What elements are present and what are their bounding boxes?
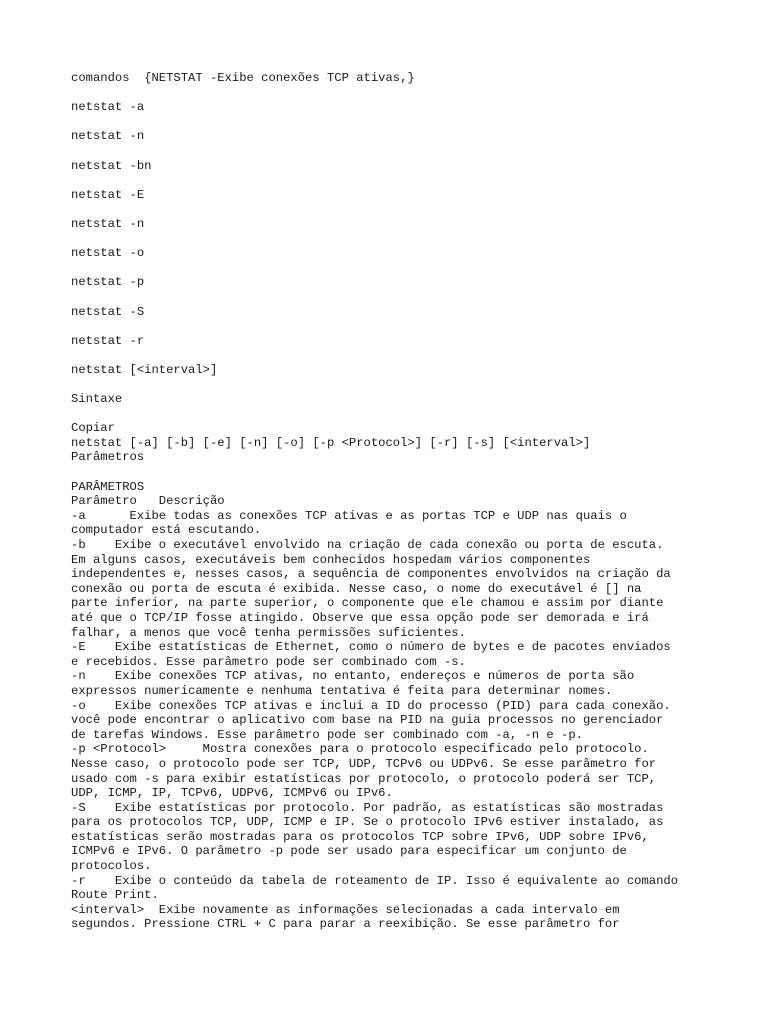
params-heading: PARÂMETROS — [71, 479, 145, 494]
param-line: você pode encontrar o aplicativo com base na PID na guia processos no gerenciador — [71, 713, 664, 728]
command-line: netstat -o — [71, 246, 145, 261]
param-line: para os protocolos TCP, UDP, ICMP e IP. Se o protocolo IPv6 estiver instalado, as — [71, 815, 664, 830]
document-heading: comandos {NETSTAT -Exibe conexões TCP ativas,} — [71, 71, 415, 85]
command-line: netstat -r — [71, 333, 145, 348]
command-line: netstat -n — [71, 129, 145, 144]
param-line: ICMPv6 e IPv6. O parâmetro -p pode ser usado para especificar um conjunto de — [71, 844, 627, 859]
param-line: independentes e, nesses casos, a sequência de componentes envolvidos na criação da — [71, 567, 671, 582]
param-line: Em alguns casos, executáveis bem conhecidos hospedam vários componentes — [71, 552, 591, 567]
param-line: expressos numericamente e nenhuma tentativa é feita para determinar nomes. — [71, 683, 613, 698]
param-line: estatísticas serão mostradas para os protocolos TCP sobre IPv6, UDP sobre IPv6, — [71, 829, 649, 844]
copy-label: Copiar — [71, 421, 115, 436]
param-line: falhar, a menos que você tenha permissões suficientes. — [71, 625, 466, 640]
command-line: netstat [<interval>] — [71, 362, 218, 377]
param-line: -p <Protocol> Mostra conexões para o protocolo especificado pelo protocolo. — [71, 742, 649, 757]
param-line: -r Exibe o conteúdo da tabela de roteamento de IP. Isso é equivalente ao comando — [71, 873, 679, 888]
param-line: -o Exibe conexões TCP ativas e inclui a ID do processo (PID) para cada conexão. — [71, 698, 671, 713]
param-line: Route Print. — [71, 888, 159, 903]
param-line: até que o TCP/IP fosse atingido. Observe que essa opção pode ser demorada e irá — [71, 610, 649, 625]
param-line: protocolos. — [71, 859, 152, 874]
param-line: <interval> Exibe novamente as informações selecionadas a cada intervalo em — [71, 902, 620, 917]
param-line: segundos. Pressione CTRL + C para parar a reexibição. Se esse parâmetro for — [71, 917, 620, 932]
param-line: conexão ou porta de escuta é exibida. Nesse caso, o nome do executável é [] na — [71, 581, 642, 596]
command-line: netstat -E — [71, 187, 145, 202]
param-line: e recebidos. Esse parâmetro pode ser combinado com -s. — [71, 654, 466, 669]
syntax-label: Sintaxe — [71, 392, 123, 407]
command-line: netstat -bn — [71, 158, 152, 173]
command-line: netstat -a — [71, 100, 145, 115]
param-line: -n Exibe conexões TCP ativas, no entanto, endereços e números de porta são — [71, 669, 635, 684]
syntax-line: netstat [-a] [-b] [-e] [-n] [-o] [-p <Protocol>] [-r] [-s] [<interval>] — [71, 435, 591, 450]
command-line: netstat -n — [71, 216, 145, 231]
command-line: netstat -p — [71, 275, 145, 290]
param-line: computador está escutando. — [71, 523, 262, 538]
params-table-header: Parâmetro Descrição — [71, 494, 225, 509]
param-line: parte inferior, na parte superior, o componente que ele chamou e assim por diante — [71, 596, 664, 611]
param-line: UDP, ICMP, IP, TCPv6, UDPv6, ICMPv6 ou IPv6. — [71, 786, 393, 801]
command-line: netstat -S — [71, 304, 145, 319]
param-line: -E Exibe estatísticas de Ethernet, como o número de bytes e de pacotes enviados — [71, 640, 671, 655]
param-line: -b Exibe o executável envolvido na criação de cada conexão ou porta de escuta. — [71, 538, 664, 552]
params-label: Parâmetros — [71, 450, 145, 465]
param-line: Nesse caso, o protocolo pode ser TCP, UDP, TCPv6 ou UDPv6. Se esse parâmetro for — [71, 756, 657, 771]
param-line: -a Exibe todas as conexões TCP ativas e as portas TCP e UDP nas quais o — [71, 508, 627, 523]
params-body — [71, 509, 721, 932]
param-line: usado com -s para exibir estatísticas por protocolo, o protocolo poderá ser TCP, — [71, 771, 657, 786]
param-line: -S Exibe estatísticas por protocolo. Por padrão, as estatísticas são mostradas — [71, 800, 664, 815]
param-line: de tarefas Windows. Esse parâmetro pode ser combinado com -a, -n e -p. — [71, 727, 583, 742]
document-page — [71, 71, 721, 932]
